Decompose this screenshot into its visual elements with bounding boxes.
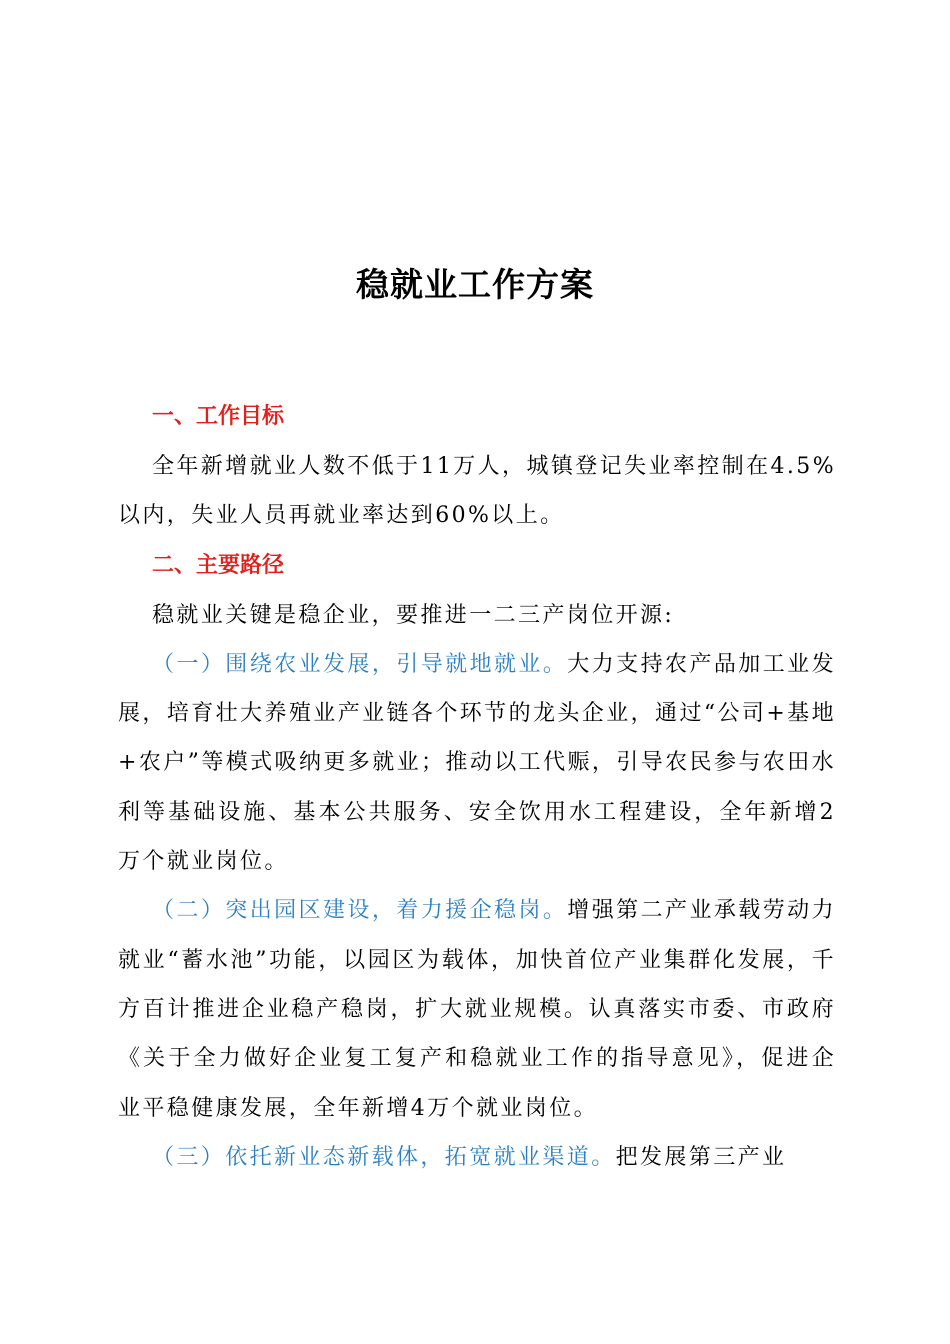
section-heading-paths: 二、主要路径 [152,552,285,578]
goals-paragraph: 全年新增就业人数不低于11万人，城镇登记失业率控制在4.5%以内，失业人员再就业率达到60%以上。 [118,454,836,529]
path-item-agriculture [118,640,836,886]
path-text-agriculture: 大力支持农产品加工业发展，培育壮大养殖业产业链各个环节的龙头企业，通过“公司+基地+农户”等模式吸纳更多就业；推动以工代赈，引导农民参与农田水利等基础设施、基本公共服务、安全饮用水工程建设，全年新增2万个就业岗位。 [118,651,836,875]
document-body [118,392,836,1182]
path-item-new-formats [118,1133,836,1182]
path-subheading-agriculture: （一）围绕农业发展，引导就地就业。 [152,651,568,677]
path-subheading-industrial-parks: （二）突出园区建设，着力援企稳岗。 [152,898,568,924]
paths-intro-paragraph: 稳就业关键是稳企业，要推进一二三产岗位开源: [152,602,675,628]
document-title: 稳就业工作方案 [356,265,594,304]
path-subheading-new-formats: （三）依托新业态新载体，拓宽就业渠道。 [152,1144,616,1170]
path-item-industrial-parks [118,886,836,1132]
path-text-industrial-parks: 增强第二产业承载劳动力就业“蓄水池”功能，以园区为载体，加快首位产业集群化发展，千方百计推进企业稳产稳岗，扩大就业规模。认真落实市委、市政府《关于全力做好企业复工复产和稳就业工作的指导意见》，促进企业平稳健康发展，全年新增4万个就业岗位。 [118,898,836,1121]
section-heading-goals: 一、工作目标 [152,404,285,429]
path-text-new-formats: 把发展第三产业 [615,1144,787,1170]
